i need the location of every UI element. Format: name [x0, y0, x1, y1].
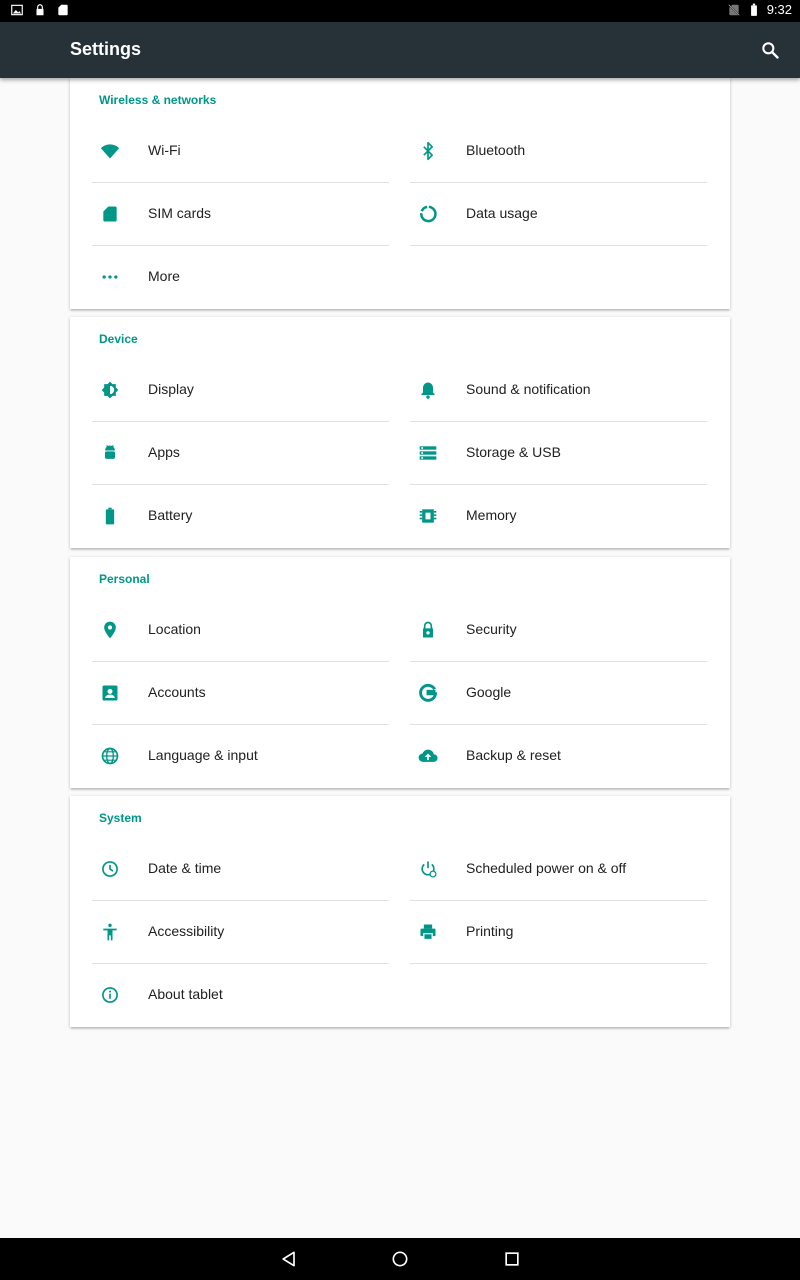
scheduled-power-label: Scheduled power on & off [466, 860, 627, 876]
android-icon [100, 443, 120, 463]
back-icon[interactable] [279, 1249, 299, 1269]
security-label: Security [466, 621, 517, 637]
location-pin-icon [100, 620, 120, 640]
apps-label: Apps [148, 444, 180, 460]
data-usage-label: Data usage [466, 205, 538, 221]
data-usage-icon [418, 204, 438, 224]
accounts-label: Accounts [148, 684, 206, 700]
storage-usb-label: Storage & USB [466, 444, 561, 460]
memory-label: Memory [466, 507, 517, 523]
wifi-label: Wi-Fi [148, 142, 181, 158]
home-icon[interactable] [390, 1249, 410, 1269]
printing-item[interactable] [410, 901, 707, 964]
section-title-system: System [99, 811, 142, 825]
sd-card-notification-icon [56, 3, 70, 17]
scheduled-power-icon [418, 859, 438, 879]
language-input-item[interactable] [92, 725, 389, 788]
about-tablet-label: About tablet [148, 986, 223, 1002]
security-item[interactable] [410, 599, 707, 662]
clock-icon [100, 859, 120, 879]
apps-item[interactable] [92, 422, 389, 485]
display-item[interactable] [92, 359, 389, 422]
page-title: Settings [70, 39, 142, 59]
scheduled-power-item[interactable] [410, 838, 707, 901]
google-label: Google [466, 684, 512, 700]
battery-icon [100, 506, 120, 526]
sound-notification-label: Sound & notification [466, 381, 591, 397]
clock-time: 9:32 [766, 2, 792, 17]
battery-status-icon [747, 3, 761, 17]
system-card [70, 796, 730, 1027]
sound-notification-item[interactable] [410, 359, 707, 422]
date-time-item[interactable] [92, 838, 389, 901]
more-label: More [148, 268, 180, 284]
memory-item[interactable] [410, 485, 707, 548]
personal-card [70, 557, 730, 788]
wifi-item[interactable] [92, 120, 389, 183]
more-icon [100, 267, 120, 287]
no-sim-icon [727, 3, 741, 17]
display-label: Display [148, 381, 194, 397]
navigation-bar [0, 1238, 800, 1280]
data-usage-item[interactable] [410, 183, 707, 246]
section-title-device: Device [99, 332, 138, 346]
app-bar [0, 22, 800, 78]
wireless-networks-card [70, 78, 730, 309]
sim-cards-label: SIM cards [148, 205, 212, 221]
device-card [70, 317, 730, 548]
date-time-label: Date & time [148, 860, 222, 876]
language-input-label: Language & input [148, 747, 258, 763]
wifi-icon [100, 141, 120, 161]
lock-notification-icon [33, 3, 47, 17]
accounts-item[interactable] [92, 662, 389, 725]
brightness-icon [100, 380, 120, 400]
accessibility-label: Accessibility [148, 923, 225, 939]
backup-reset-item[interactable] [410, 725, 707, 788]
status-bar [0, 0, 800, 22]
google-icon [418, 683, 438, 703]
section-title-wireless-networks: Wireless & networks [99, 93, 217, 107]
cloud-upload-icon [418, 746, 438, 766]
memory-icon [418, 506, 438, 526]
bluetooth-icon [418, 141, 438, 161]
accessibility-item[interactable] [92, 901, 389, 964]
battery-label: Battery [148, 507, 193, 523]
bell-icon [418, 380, 438, 400]
lock-icon [418, 620, 438, 640]
recents-icon[interactable] [502, 1249, 522, 1269]
section-title-personal: Personal [99, 572, 150, 586]
account-box-icon [100, 683, 120, 703]
location-item[interactable] [92, 599, 389, 662]
search-icon[interactable] [760, 40, 780, 60]
printing-label: Printing [466, 923, 514, 939]
google-item[interactable] [410, 662, 707, 725]
globe-icon [100, 746, 120, 766]
printer-icon [418, 922, 438, 942]
info-icon [100, 985, 120, 1005]
storage-usb-item[interactable] [410, 422, 707, 485]
battery-item[interactable] [92, 485, 389, 548]
storage-icon [418, 443, 438, 463]
sim-cards-item[interactable] [92, 183, 389, 246]
bluetooth-item[interactable] [410, 120, 707, 183]
more-item[interactable] [92, 246, 389, 309]
backup-reset-label: Backup & reset [466, 747, 561, 763]
image-notification-icon [10, 3, 24, 17]
sim-card-icon [100, 204, 120, 224]
location-label: Location [148, 621, 201, 637]
bluetooth-label: Bluetooth [466, 142, 526, 158]
accessibility-icon [100, 922, 120, 942]
about-tablet-item[interactable] [92, 964, 389, 1027]
